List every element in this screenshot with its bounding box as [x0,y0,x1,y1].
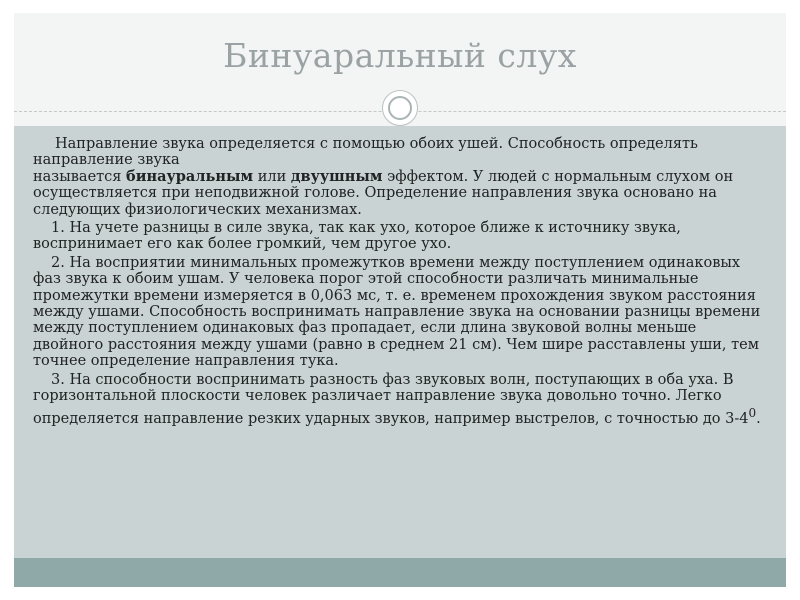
intro-text-b: называется [33,168,127,185]
term-binaural: бинауральным [126,167,254,185]
point-3 [33,372,761,427]
point-2-text: 2. На восприятии минимальных промежутков времени между поступлением одинаковых фаз звука к обоим ушам. У человека порог этой способности различать минимальные промежутки времени измеряется в 0,063 мс, т. е. временем прохождения звуком расстояния между ушами. Способность воспринимать направление звука на основании разницы времени между поступлением одинаковых фаз пропадает, если длина звуковой волны меньше двойного расстояния между ушами (равно в среднем 21 см). Чем шире расставлены уши, тем точнее определение направления тука. [33,254,761,370]
degree-mark: 0 [748,405,757,420]
point-3-end: . [756,410,761,427]
bottom-band [14,558,786,587]
point-2 [33,255,761,370]
intro-text-a: Направление звука определяется с помощью обоих ушей. Способность определять направление звука [33,136,698,169]
intro-text-c: или [253,168,291,185]
slide-title: Бинуаральный слух [223,36,577,75]
point-1-text: 1. На учете разницы в силе звука, так как ухо, которое ближе к источнику звука, воспринимает его как более громкий, чем другое ухо. [33,220,681,253]
intro-text-d: эффектом. У людей с нормальным слухом он осуществляется при неподвижной голове. Определение направления звука основано на следующих физиологических механизмах. [33,168,734,218]
term-two-ear: двуушным [290,167,383,185]
double-circle-ornament-icon [382,90,418,126]
point-3-text: 3. На способности воспринимать разность фаз звуковых волн, поступающих в оба уха. В горизонтальной плоскости человек различает направление звука довольно точно. Легко определяется направление резких ударных звуков, например выстрелов, с точностью до 3-4 [33,371,749,427]
slide-body [33,136,761,429]
intro-paragraph [33,136,761,218]
point-1 [33,220,761,253]
